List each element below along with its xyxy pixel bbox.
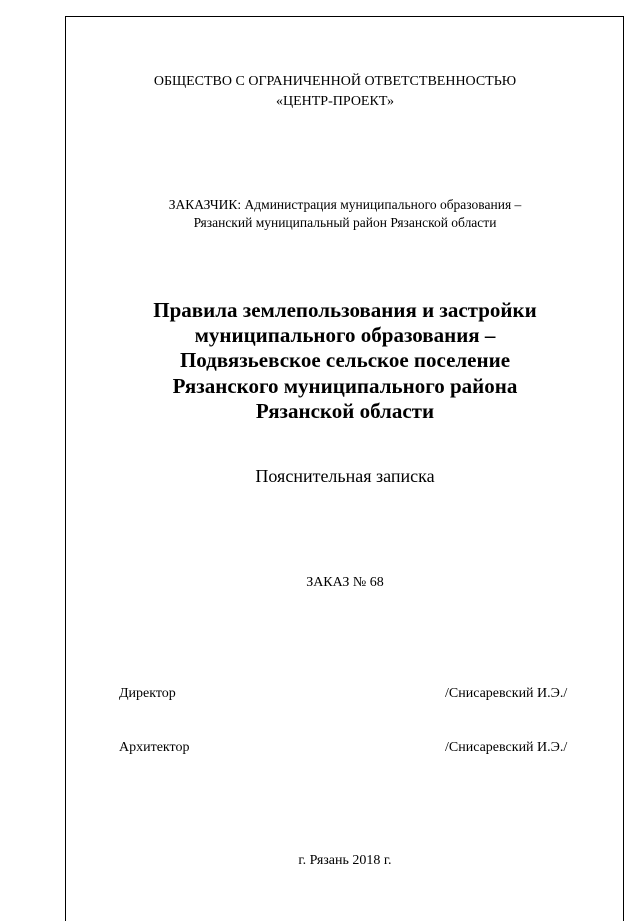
place-and-year: г. Рязань 2018 г. — [298, 853, 392, 868]
signature-role-architect: Архитектор — [119, 740, 190, 755]
document-title-line2: муниципального образования – — [194, 323, 496, 347]
signature-role-director: Директор — [119, 686, 176, 701]
document-title-line3: Подвязьевское сельское поселение — [179, 348, 511, 372]
client-line2: Рязанский муниципальный район Рязанской области — [193, 215, 497, 230]
document-title-line4: Рязанского муниципального района — [172, 374, 518, 398]
order-number: ЗАКАЗ № 68 — [306, 575, 384, 590]
signature-name-director: /Снисаревский И.Э./ — [445, 686, 568, 701]
signature-name-architect: /Снисаревский И.Э./ — [445, 740, 568, 755]
organization-name-line2: «ЦЕНТР-ПРОЕКТ» — [275, 94, 395, 109]
document-title-line1: Правила землепользования и застройки — [153, 298, 537, 322]
document-subtitle: Пояснительная записка — [255, 466, 435, 486]
document-title-line5: Рязанской области — [255, 399, 435, 423]
client-line1: ЗАКАЗЧИК: Администрация муниципального образования – — [168, 197, 522, 212]
organization-name-line1: ОБЩЕСТВО С ОГРАНИЧЕННОЙ ОТВЕТСТВЕННОСТЬЮ — [153, 74, 517, 89]
